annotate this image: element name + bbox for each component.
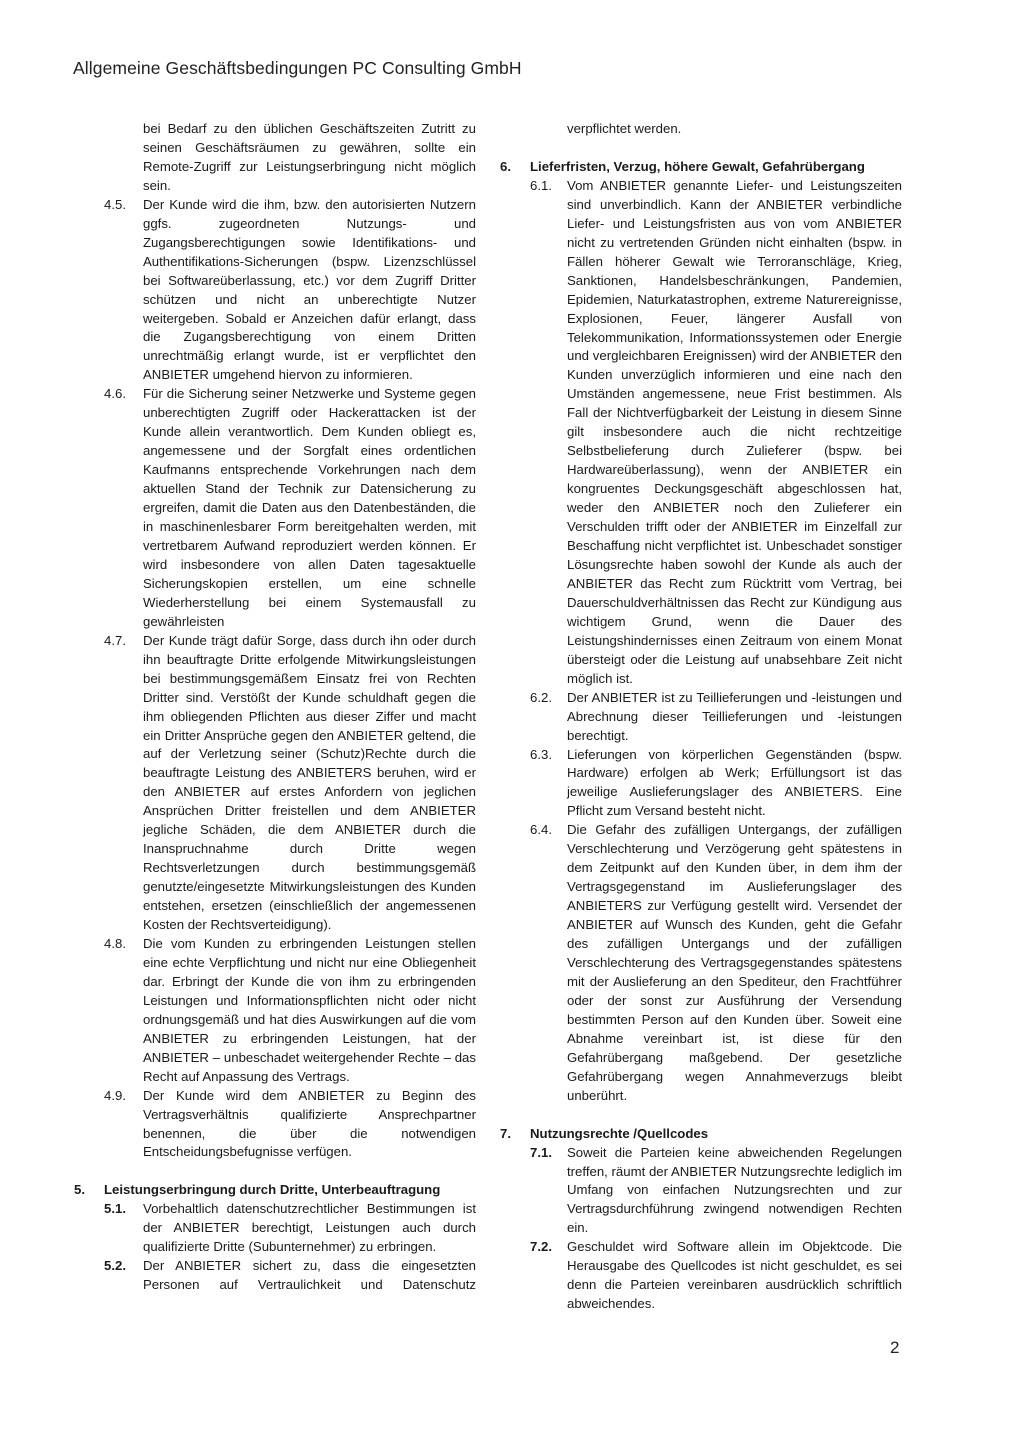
clause-4-8: [70, 935, 476, 1087]
clause-text: Der Kunde trägt dafür Sorge, dass durch ihn oder durch ihn beauftragte Dritte erfolgende Mitwirkungsleistungen bei bestimmungsgemäßem Einsatz frei von Rechten Dritter sind. Verstößt der Kunde schuldhaft gegen die ihm obliegenden Pflichten aus dieser Ziffer und macht ein Dritter Ansprüche gegen den ANBIETER geltend, die auf der Verletzung seiner (Schutz)Rechte durch die beauftragte Leistung des ANBIETERS beruhen, wird er den ANBIETER auf erstes Anfordern von jeglichen Ansprüchen Dritter freistellen und dem ANBIETER jegliche Schäden, die dem ANBIETER durch die Inanspruchnahme durch Dritte wegen Rechtsverletzungen durch bestimmungsgemäß genutzte/eingesetzte Mitwirkungsleistungen des Kunden entstehen, ersetzen (einschließlich der angemessenen Kosten der Rechtsverteidigung).: [143, 632, 476, 933]
clause-number: 5.2.: [104, 1258, 126, 1274]
clause-4-6: [70, 385, 476, 631]
section-title: Leistungserbringung durch Dritte, Unterbeauftragung: [104, 1182, 441, 1198]
clause-number: 4.6.: [104, 386, 126, 402]
clause-text: Der ANBIETER sichert zu, dass die eingesetzten Personen auf Vertraulichkeit und Datenschutz: [143, 1258, 476, 1293]
clause-number: 4.5.: [104, 196, 126, 212]
section-number: 5.: [74, 1182, 85, 1198]
clause-number: 7.1.: [530, 1144, 552, 1160]
continuation-paragraph: bei Bedarf zu den üblichen Geschäftszeiten Zutritt zu seinen Geschäftsräumen zu gewähren, sollte ein Remote-Zugriff zur Leistungserbringung nicht möglich sein.: [143, 121, 476, 193]
left-column: [70, 120, 476, 1295]
section-5-heading: [70, 1181, 476, 1200]
clause-4-9: [70, 1087, 476, 1163]
clause-6-3: [496, 746, 902, 822]
clause-6-1: [496, 177, 902, 689]
section-title: Nutzungsrechte /Quellcodes: [530, 1125, 709, 1141]
clause-4-7: [70, 632, 476, 935]
clause-number: 7.2.: [530, 1239, 552, 1255]
clause-number: 4.9.: [104, 1087, 126, 1103]
clause-number: 6.1.: [530, 177, 552, 193]
clause-text: Der Kunde wird dem ANBIETER zu Beginn des Vertragsverhältnis qualifizierte Ansprechpartner benennen, die über die notwendigen Entscheidungsbefugnisse verfügen.: [143, 1087, 476, 1160]
clause-7-2: [496, 1238, 902, 1314]
right-column: [496, 120, 902, 1314]
clause-text: Vom ANBIETER genannte Liefer- und Leistungszeiten sind unverbindlich. Kann der ANBIETER verbindliche Liefer- und Leistungsfristen aus von vom ANBIETER nicht zu vertretenden Gründen nicht einhalten (bspw. in Fällen höherer Gewalt wie Terroranschläge, Krieg, Sanktionen, Handelsbeschränkungen, Pandemien, Epidemien, Naturkatastrophen, extreme Naturereignisse, Explosionen, Feuer, längerer Ausfall von Telekommunikation, Informationssystemen oder Energie und vergleichbaren Ereignissen) wird der ANBIETER den Kunden unverzüglich informieren und eine nach den Umständen angemessene, neue Frist bestimmen. Als Fall der Nichtverfügbarkeit der Leistung in diesem Sinne gilt insbesondere auch die nicht rechtzeitige Selbstbelieferung durch Zulieferer (bspw. bei Hardwareüberlassung), wenn der ANBIETER ein kongruentes Deckungsgeschäft abgeschlossen hat, weder den ANBIETER noch den Zulieferer ein Verschulden trifft oder der ANBIETER im Einzelfall zur Beschaffung nicht verpflichtet ist. Unbeschadet sonstiger Lösungsrechte haben sowohl der Kunde als auch der ANBIETER das Recht zum Rücktritt vom Vertrag, bei Dauerschuldverhältnissen das Recht zur Kündigung aus wichtigem Grund, wenn die Dauer des Leistungshindernisses einen Zeitraum von einem Monat übersteigt oder die Leistung auf unabsehbare Zeit nicht möglich ist.: [567, 177, 902, 686]
clause-number: 4.7.: [104, 632, 126, 648]
clause-text: Die Gefahr des zufälligen Untergangs, der zufälligen Verschlechterung und Verzögerung geht spätestens in dem Zeitpunkt auf den Kunden über, in dem ihm der Vertragsgegenstand im Auslieferungslager des ANBIETERS zur Verfügung gestellt wird. Versendet der ANBIETER auf Wunsch des Kunden, geht die Gefahr des zufälligen Untergangs und der zufälligen Verschlechterung des Vertragsgegenstandes spätestens mit der Auslieferung an den Spediteur, den Frachtführer oder der sonst zur Ausführung der Versendung bestimmten Person auf den Kunden über. Soweit eine Abnahme vereinbart ist, ist diese für den Gefahrübergang maßgebend. Der gesetzliche Gefahrübergang wegen Annahmeverzugs bleibt unberührt.: [567, 822, 902, 1103]
clause-text: Lieferungen von körperlichen Gegenständen (bspw. Hardware) erfolgen ab Werk; Erfüllungsort ist das jeweilige Auslieferungslager des ANBIETERS. Eine Pflicht zum Versand besteht nicht.: [567, 746, 902, 819]
clause-5-2: [70, 1257, 476, 1295]
clause-number: 6.4.: [530, 822, 552, 838]
section-number: 6.: [500, 158, 511, 174]
continuation-paragraph: verpflichtet werden.: [567, 121, 682, 136]
clause-number: 6.2.: [530, 689, 552, 705]
clause-text: Der Kunde wird die ihm, bzw. den autorisierten Nutzern ggfs. zugeordneten Nutzungs- und Zugangsberechtigungen sowie Identifikations- und Authentifikations-Sicherungen (bspw. Lizenzschlüssel bei Softwareüberlassung, etc.) vor dem Zugriff Dritter schützen und nicht an unberechtigte Nutzer weitergeben. Sobald er Anzeichen dafür erlangt, dass die Zugangsberechtigung von einem Dritten unrechtmäßig erlangt wurde, ist er verpflichtet den ANBIETER umgehend hiervon zu informieren.: [143, 196, 476, 383]
clause-text: Vorbehaltlich datenschutzrechtlicher Bestimmungen ist der ANBIETER berechtigt, Leistungen auch durch qualifizierte Dritte (Subunternehmer) zu erbringen.: [143, 1201, 476, 1255]
section-6-heading: [496, 158, 902, 177]
clause-6-2: [496, 689, 902, 746]
clause-text: Soweit die Parteien keine abweichenden Regelungen treffen, räumt der ANBIETER Nutzungsrechte lediglich im Umfang von einfachen Nutzungsrechten und zur Vertragsdurchführung zwingend notwendigen Rechten ein.: [567, 1144, 902, 1236]
clause-number: 4.8.: [104, 935, 126, 951]
clause-text: Für die Sicherung seiner Netzwerke und Systeme gegen unberechtigten Zugriff oder Hackerattacken ist der Kunde allein verantwortlich. Dem Kunden obliegt es, angemessene und der Sorgfalt eines ordentlichen Kaufmanns entsprechende Vorkehrungen nach dem aktuellen Stand der Technik zur Datensicherung zu ergreifen, damit die Daten aus den Datenbeständen, die in maschinenlesbarer Form bereitgehalten werden, mit vertretbarem Aufwand reproduziert werden können. Er wird insbesondere von allen Daten tagesaktuelle Sicherungskopien erstellen, um eine schnelle Wiederherstellung bei einem Systemausfall zu gewährleisten: [143, 386, 476, 629]
section-7-heading: [496, 1125, 902, 1144]
section-number: 7.: [500, 1125, 511, 1141]
clause-text: Der ANBIETER ist zu Teillieferungen und -leistungen und Abrechnung dieser Teillieferungen und -leistungen berechtigt.: [567, 689, 902, 743]
clause-number: 5.1.: [104, 1201, 126, 1217]
clause-text: Geschuldet wird Software allein im Objektcode. Die Herausgabe des Quellcodes ist nicht geschuldet, es sei denn die Parteien vereinbaren ausdrücklich schriftlich abweichendes.: [567, 1239, 902, 1312]
clause-5-1: [70, 1200, 476, 1257]
clause-text: Die vom Kunden zu erbringenden Leistungen stellen eine echte Verpflichtung und nicht nur eine Obliegenheit dar. Erbringt der Kunde die von ihm zu erbringenden Leistungen und Informationspflichten nicht oder nicht ordnungsgemäß und hat dies Auswirkungen auf die vom ANBIETER zu erbringenden Leistungen, hat der ANBIETER – unbeschadet weitergehender Rechte – das Recht auf Anpassung des Vertrags.: [143, 935, 476, 1084]
clause-number: 6.3.: [530, 746, 552, 762]
page-number: 2: [890, 1338, 900, 1357]
clause-4-5: [70, 196, 476, 386]
clause-6-4: [496, 821, 902, 1105]
document-header-title: Allgemeine Geschäftsbedingungen PC Consulting GmbH: [73, 58, 522, 78]
section-title: Lieferfristen, Verzug, höhere Gewalt, Gefahrübergang: [530, 158, 865, 174]
clause-7-1: [496, 1144, 902, 1239]
